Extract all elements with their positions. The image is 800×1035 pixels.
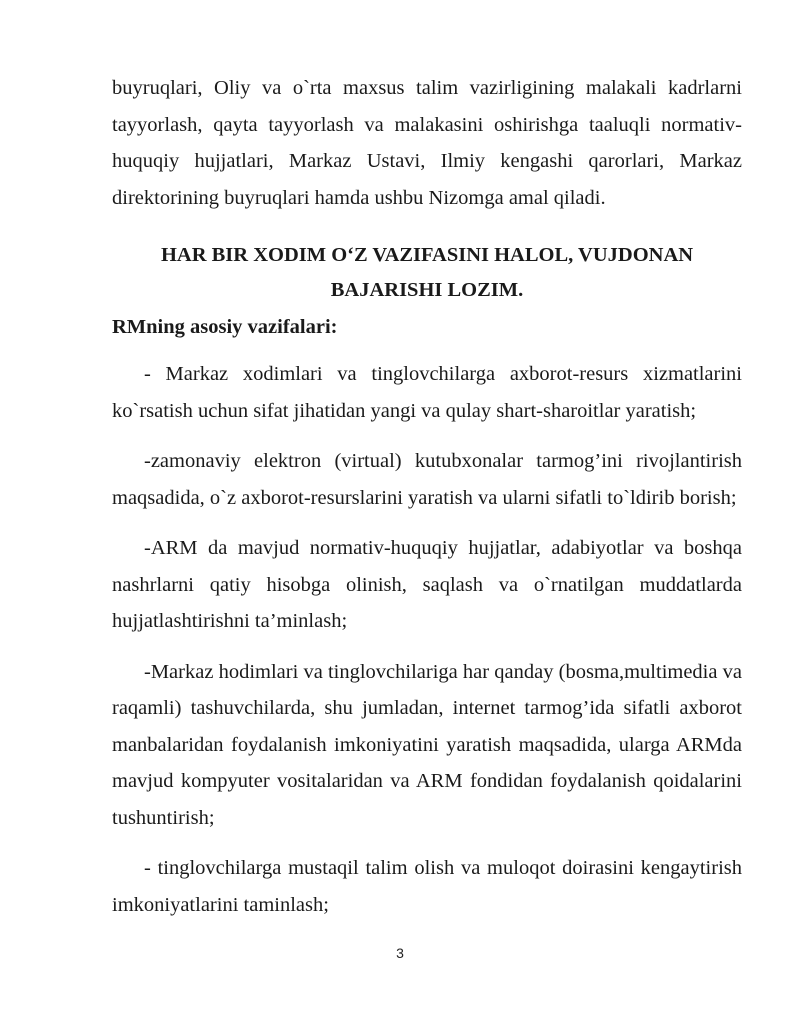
document-page <box>112 70 742 923</box>
intro-paragraph: buyruqlari, Oliy va o`rta maxsus talim vazirligining malakali kadrlarni tayyorlash, qayta tayyorlash va malakasini oshirishga taaluqli normativ-huquqiy hujjatlari, Markaz Ustavi, Ilmiy kengashi qarorlari, Markaz direktorining buyruqlari hamda ushbu Nizomga amal qiladi. <box>112 77 742 209</box>
list-item: - tinglovchilarga mustaqil talim olish va muloqot doirasini kengaytirish imkoniyatlarini taminlash; <box>112 857 742 916</box>
list-item: -zamonaviy elektron (virtual) kutubxonalar tarmog’ini rivojlantirish maqsadida, o`z axborot-resurslarini yaratish va ularni sifatli to`ldirib borish; <box>112 450 742 509</box>
page-number: 3 <box>396 945 404 961</box>
list-item: -ARM da mavjud normativ-huquqiy hujjatlar, adabiyotlar va boshqa nashrlarni qatiy hisobga olinish, saqlash va o`rnatilgan muddatlarda hujjatlashtirishni ta’minlash; <box>112 537 742 632</box>
list-item: - Markaz xodimlari va tinglovchilarga axborot-resurs xizmatlarini ko`rsatish uchun sifat jihatidan yangi va qulay shart-sharoitlar yaratish; <box>112 363 742 422</box>
list-item: -Markaz hodimlari va tinglovchilariga har qanday (bosma,multimedia va raqamli) tashuvchilarda, shu jumladan, internet tarmog’ida sifatli axborot manbalaridan foydalanish imkoniyatini yaratish maqsadida, ularga ARMda mavjud kompyuter vositalaridan va ARM fondidan foydalanish qoidalarini tushuntirish; <box>112 660 742 829</box>
section-heading: HAR BIR XODIM O‘Z VAZIFASINI HALOL, VUJDONAN BAJARISHI LOZIM. <box>160 244 694 301</box>
subheading: RMning asosiy vazifalari: <box>112 316 338 338</box>
